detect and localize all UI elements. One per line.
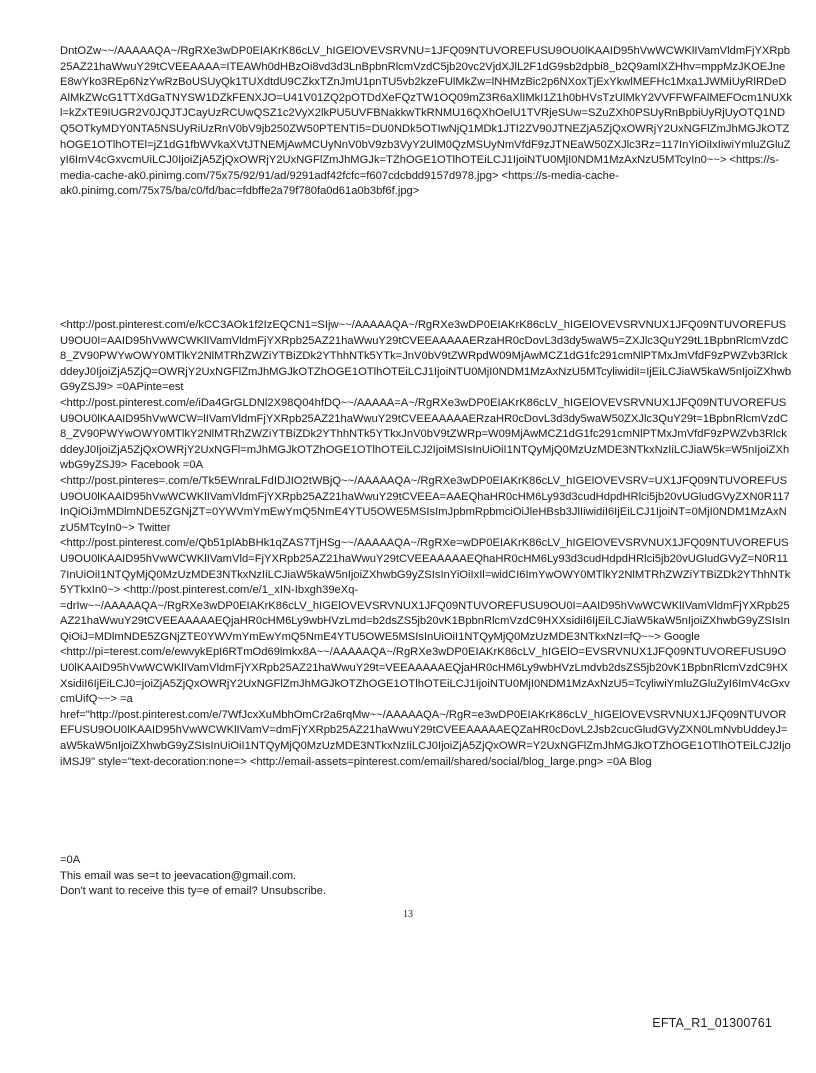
page-number: 13 [403, 909, 413, 920]
footer-recipient-notice: This email was se=t to jeevacation@gmail.com. [60, 869, 297, 882]
footer-unsubscribe-notice: Don't want to receive this ty=e of email? Unsubscribe. [60, 885, 327, 898]
email-footer [60, 853, 792, 900]
raw-email-text-block-top: DntOZw~~/AAAAAQA~/RgRXe3wDP0EIAKrK86cLV_hIGElOVEVSRVNU=1JFQ09NTUVOREFUSU9OU0lKAAID95hVwWCWKlIVamVldmFjYXRpb25AZ21haWwuY29tCVEEAAAA=ITEAWh0dHBzOi8vd3d3LnBpbnRlcmVzdC5jb20vc2VjdXJlL2F1dG9sb2dpbi8_b2Q9amlXZHhv=mppMzJKOEJneE8wYko3REp6NzYwRzBoUSUyQk1TUXdtdU9CZkxTZnJmU1pnTU5vb2kzeFUlMkZw=lNHMzBic2p6NXoxTjExYkwlMEFHc1Mxa1JWMiUyRlRDeDAlMkZWcG1TTXdGaTNYSW1DZkFENXJO=U41V01ZQ2pOTDdXeFQzTW1OQ09mZ3R6aXlIMkI1Z1h0bHVsTzUlMkY2VVFFWFAlMEFOcm1NUXkl=kZxTE9IUGR2V0JQJTJCayUzRCUwQSZ1c2VyX2lkPU5UVFBNakkwTkRNMU16QXhOelU1TVRjeSUw=SZuZXh0PSUyRnBpbiUyRjUyOTQ1NDQ5OTkyMDY0NTA5NSUyRiUzRnV0bV9jb250ZW50PTENTI5=DU0NDk5OTIwNjQ1MDk1JTI2ZV90JTNEZjA5ZjQxOWRjY2UxNGFlZmJhMGJkOTZhOGE1OTlhOTEl=jZ1dG1fbWVkaXVtJTNEMjAwMCUyNnV0bV9zb3VyY2UlM0QzMSUyNmVfdF9zJTNEaW50ZXJlc3Rz=117InYiOiIxIiwiYmluZGluZyI6ImV4cGxvcmUiLCJ0IjoiZjA5ZjQxOWRjY2UxNGFlZmJhMGJk=TZhOGE1OTlhOTEiLCJ1IjoiNTU0MjI0NDM1MzAxNzU5MTcyIn0~~> <https://s-media-cache-ak0.pinimg.com/75x75/92/91/ad/9291adf42fcfc=f607cdcbdd9157d978.jpg> <https://s-media-cache-ak0.pinimg.com/75x75/ba/c0/fd/bac=fdbffe2a79f780fa0d61a0b3bf6f.jpg> [60, 45, 792, 198]
footer-line-break-code: =0A [60, 854, 81, 866]
bates-number: EFTA_R1_01300761 [652, 1016, 772, 1030]
raw-email-text-block-links: <http://post.pinterest.com/e/kCC3AOk1f2IzEQCN1=SIjw~~/AAAAAQA~/RgRXe3wDP0EIAKrK86cLV_hIGElOVEVSRVNUX1JFQ09NTUVOREFUSU9OU0I=AAID95hVwWCWKlIVamVldmFjYXRpb25AZ21haWwuY29tCVEEAAAAAERzaHR0cDovL3d3dy5waW5=ZXJlc3QuY29tL1BpbnRlcmVzdC8_ZV90PWYwOWY0MTlkY2NlMTRhZWZiYTBiZDk2YThhNTk5YTk=JnV0bV9tZWRpdW09MjAwMCZ1dG1fc291cmNlPTMxJmVfdF9zPWZvb3RlckddeyJ0IjoiZjA5ZjQ=OWRjY2UxNGFlZmJhMGJkOTZhOGE1OTlhOTEiLCJ1IjoiNTU0MjI0NDM1MzAxNzU5MTcyliwidiI=IjEiLCJiaW5kaW5nIjoiZXhwbG9yZSJ9> =0APinte=est <http://post.pinterest.com/e/iDa4GrGLDNl2X98Q04hfDQ~~/AAAAA=A~/RgRXe3wDP0EIAKrK86cLV_hIGElOVEVSRVNUX1JFQ09NTUVOREFUSU9OU0lKAAID95hVwWCW=lIVamVldmFjYXRpb25AZ21haWwuY29tCVEEAAAAAERzaHR0cDovL3d3dy5waW50ZXJlc3QuY29t=1BpbnRlcmVzdC8_ZV90PWYwOWY0MTlkY2NlMTRhZWZiYTBiZDk2YThhNTk5YTkxJnV0bV9tZWRp=W09MjAwMCZ1dG1fc291cmNlPTMxJmVfdF9zPWZvb3RlckddeyJ0IjoiZjA5ZjQxOWRjY2UxNGFl=mJhMGJkOTZhOGE1OTlhOTEiLCJ2IjoiMSIsInUiOiI1NTQyMjQ0MzUzMDE3NTkxNzIiLCJiaW5k=W5nIjoiZXhwbG9yZSJ9> Facebook =0A <http://post.pinteres=.com/e/Tk5EWnraLFdIDJIO2tWBjQ~~/AAAAAQA~/RgRXe3wDP0EIAKrK86cLV_hIGElOVEVSRV=UX1JFQ09NTUVOREFUSU9OU0lKAAID95hVwWCWKlIVamVldmFjYXRpb25AZ21haWwuY29tCVEEA=AAEQhaHR0cHM6Ly93d3cudHdpdHRlci5jb20vUGludGVyZXN0R117InQiOiJmMDlmNDE5ZGNjZT=0YWVmYmEwYmQ5NmE4YTU5OWE5MSIsImJpbmRpbmciOiJleHBsb3JlIiwidiI6IjEiLCJ1IjoiNT=0MjI0NDM1MzAxNzU5MTcyIn0~> Twitter <http://post.pinterest.com/e/Qb51plAbBHk1qZAS7TjHSg~~/AAAAAQA~/RgRXe=wDP0EIAKrK86cLV_hIGElOVEVSRVNUX1JFQ09NTUVOREFUSU9OU0lKAAID95hVwWCWKlIVamVld=FjYXRpb25AZ21haWwuY29tCVEEAAAAAEQhaHR0cHM6Ly93d3cudHdpdHRlci5jb20vUGludGVyZ=N0R117InUiOiI1NTQyMjQ0MzUzMDE3NTkxNzIiLCJiaW5kaW5nIjoiZXhwbG9yZSIsInYiOiIxIl=widCI6ImYwOWY0MTlkY2NlMTRhZWZiYTBiZDk2YThhNTk5YTkxIn0~> <http://post.pinterest.com/e/1_xIN-Ibxgh39eXq-=drIw~~/AAAAAQA~/RgRXe3wDP0EIAKrK86cLV_hIGElOVEVSRVNUX1JFQ09NTUVOREFUSU9OU0I=AAID95hVwWCWKlIVamVldmFjYXRpb25AZ21haWwuY29tCVEEAAAAAEQjaHR0cHM6Ly9wbHVzLmd=b2dsZS5jb20vK1BpbnRlcmVzdC9HXXsidiI6IjEiLCJiaW5kaW5nIjoiZXhwbG9yZSIsInQiOiJ=MDlmNDE5ZGNjZTE0YWVmYmEwYmQ5NmE4YTU5OWE5MSIsInUiOiI1NTQyMjQ0MzUzMDE3NTkxNzI=fQ~~> Google <http://pi=terest.com/e/ewvykEpI6RTmOd69lmkx8A~~/AAAAAQA~/RgRXe3wDP0EIAKrK86cLV_hIGElO=EVSRVNUX1JFQ09NTUVOREFUSU9OU0lKAAID95hVwWCWKlIVamVldmFjYXRpb25AZ21haWwuY29t=VEEAAAAAEQjaHR0cHM6Ly9wbHVzLmdvb2dsZS5jb20vK1BpbnRlcmVzdC9HXXsidiI6IjEiLCJ0=joiZjA5ZjQxOWRjY2UxNGFlZmJhMGJkOTZhOGE1OTlhOTEiLCJ1IjoiNTU0MjI0NDM1MzAxNzU5=TcyliwiYmluZGluZyI6ImV4cGxvcmUifQ~~> =a href="http://post.pinterest.com/e/7WfJcxXuMbhOmCr2a6rqMw~~/AAAAAQA~/RgR=e3wDP0EIAKrK86cLV_hIGElOVEVSRVNUX1JFQ09NTUVOREFUSU9OU0lKAAID95hVwWCWKlIVamV=dmFjYXRpb25AZ21haWwuY29tCVEEAAAAAEQZaHR0cDovL2Jsb2cucGludGVyZXN0LmNvbUddeyJ=aW5kaW5nIjoiZXhwbG9yZSIsInUiOiI1NTQyMjQ0MzUzMDE3NTkxNzIiLCJ0IjoiZjA5ZjQxOWR=Y2UxNGFlZmJhMGJkOTZhOGE1OTlhOTEiLCJ2IjoiMSJ9" style="text-decoration:none=> <http://email-assets=pinterest.com/email/shared/social/blog_large.png> =0A Blog [60, 319, 792, 768]
